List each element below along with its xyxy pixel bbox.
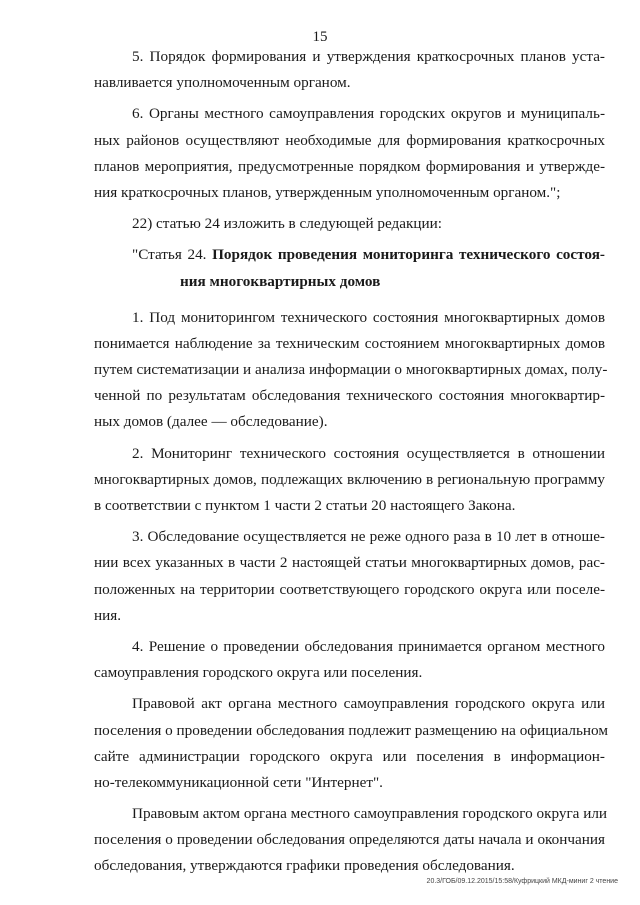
text-line: самоуправления городского округа или поселения.	[94, 664, 423, 682]
text-line: путем систематизации и анализа информации о многоквартирных домах, полу-	[94, 361, 608, 379]
article-title: Порядок проведения мониторинга технического состоя-	[212, 246, 605, 264]
text-line: нии всех указанных в части 2 настоящей статьи многоквартирных домов, рас-	[94, 554, 605, 572]
text-line: ных районов осуществляют необходимые для формирования краткосрочных	[94, 131, 605, 149]
text-line: ния.	[94, 606, 122, 624]
text-line: понимается наблюдение за техническим состоянием многоквартирных домов	[94, 334, 605, 352]
text-line: 4. Решение о проведении обследования принимается органом местного	[132, 637, 605, 655]
page-number: 15	[312, 29, 328, 45]
text-line: поселения о проведении обследования определяются даты начала и окончания	[94, 831, 605, 849]
text-line: 22) статью 24 изложить в следующей редакции:	[132, 215, 442, 233]
text-line: Правовой акт органа местного самоуправления городского округа или	[132, 695, 605, 713]
text-line: 1. Под мониторингом технического состояния многоквартирных домов	[132, 308, 605, 326]
text-line: 6. Органы местного самоуправления городских округов и муниципаль-	[132, 105, 605, 123]
text-line: навливается уполномоченным органом.	[94, 74, 351, 92]
text-line: 5. Порядок формирования и утверждения краткосрочных планов уста-	[132, 48, 605, 65]
text-line: Правовым актом органа местного самоуправления городского округа или	[132, 805, 608, 823]
text-line: 3. Обследование осуществляется не реже одного раза в 10 лет в отноше-	[132, 528, 605, 546]
text-line: сайте администрации городского округа или поселения в информацион-	[94, 747, 605, 765]
text-line: положенных на территории соответствующего городского округа или поселе-	[94, 580, 605, 598]
article-heading	[94, 242, 605, 268]
text-line: многоквартирных домов, подлежащих включению в региональную программу	[94, 470, 605, 488]
footer-code: 20.3/ГОБ/09.12.2015/15:58/Куфрицкий МКД-миниг 2 чтение	[426, 878, 618, 885]
document-body	[94, 44, 608, 880]
text-line: но-телекоммуникационной сети "Интернет".	[94, 773, 383, 791]
text-line: ных домов (далее — обследование).	[94, 413, 328, 431]
text-line: ния краткосрочных планов, утвержденным уполномоченным органом.";	[94, 183, 561, 201]
article-number: "Статья 24.	[132, 246, 213, 264]
text-line: планов мероприятия, предусмотренные порядком формирования и утвержде-	[94, 157, 605, 175]
text-line: в соответствии с пунктом 1 части 2 статьи 20 настоящего Закона.	[94, 497, 516, 514]
text-line: ченной по результатам обследования технического состояния многоквартир-	[94, 387, 605, 405]
text-line: 2. Мониторинг технического состояния осуществляется в отношении	[132, 444, 605, 462]
text-line: поселения о проведении обследования подлежит размещению на официальном	[94, 721, 608, 739]
text-line: обследования, утверждаются графики проведения обследования.	[94, 857, 515, 875]
article-title-continuation: ния многоквартирных домов	[180, 272, 381, 290]
